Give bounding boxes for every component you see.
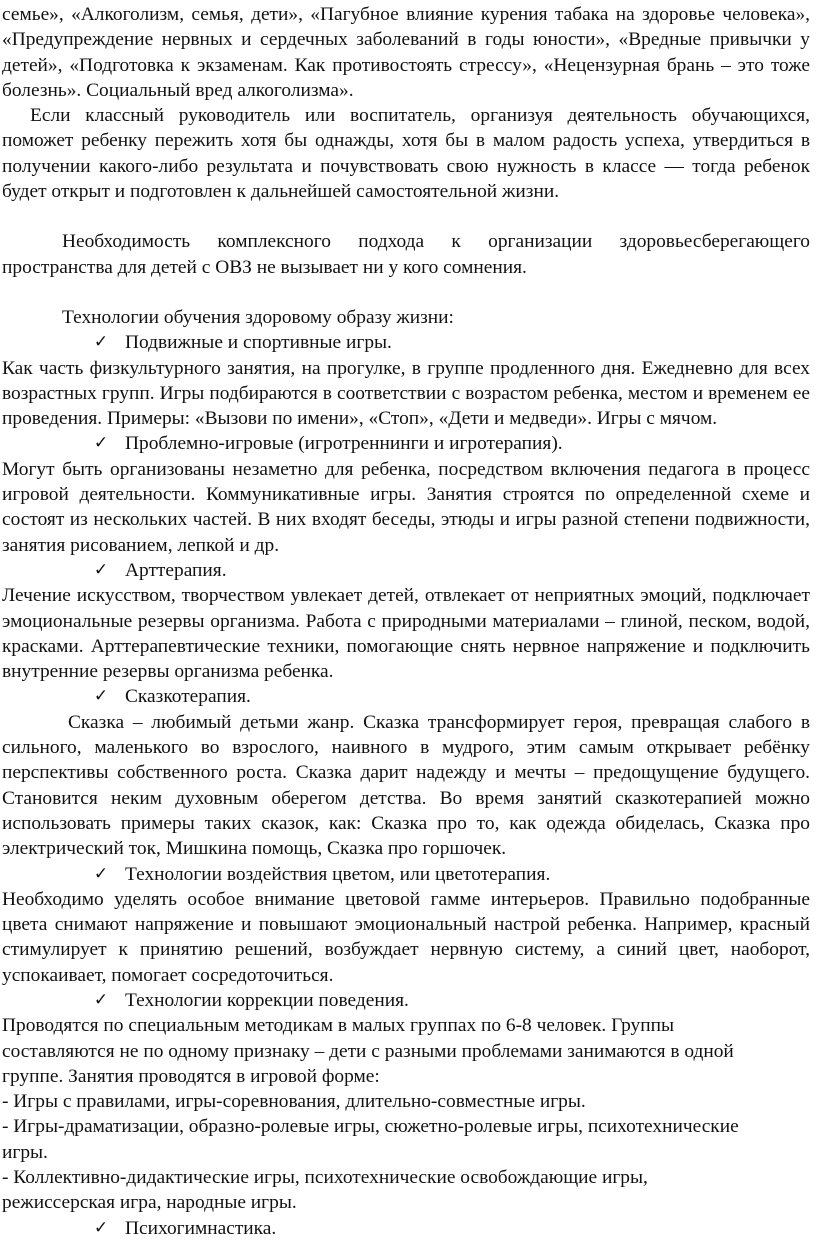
section-title-color-therapy <box>2 862 810 887</box>
section-title-text: Сказкотерапия. <box>125 686 251 708</box>
section-body-outdoor-games: Как часть физкультурного занятия, на прогулке, в группе продленного дня. Ежедневно для всех возрастных групп. Игры подбираются в соответствии с возрастом ребенка, местом и временем ее проведения. Примеры: «Вызови по имени», «Стоп», «Дети и медведи». Игры с мячом. <box>2 357 810 430</box>
checkmark-icon: ✓ <box>93 332 109 353</box>
body-line: составляются не по одному признаку – дети с разными проблемами занимаются в одной <box>2 1040 734 1062</box>
section-body-art-therapy: Лечение искусством, творчеством увлекает детей, отвлекает от неприятных эмоций, подключает эмоциональные резервы организма. Работа с природными материалами – глиной, песком, водой, красками. Арттерапевтические техники, помогающие снять нервное напряжение и подключить внутренние резервы организма ребенка. <box>2 585 810 683</box>
body-line: группе. Занятия проводятся в игровой форме: <box>2 1065 380 1087</box>
dash-list-item: - Игры с правилами, игры-соревнования, длительно-совместные игры. <box>2 1091 586 1113</box>
section-title-text: Арттерапия. <box>125 559 227 581</box>
complex-approach-paragraph: Необходимость комплексного подхода к организации здоровьесберегающего пространства для детей с ОВЗ не вызывает ни у кого сомнения. <box>2 231 810 278</box>
teacher-role-paragraph: Если классный руководитель или воспитатель, организуя деятельность обучающихся, поможет ребенку пережить хотя бы однажды, хотя бы в малом радость успеха, утвердиться в получении какого-либо результата и почувствовать свою нужность в классе — тогда ребенок будет открыт и подготовлен к дальнейшей самостоятельной жизни. <box>2 105 810 203</box>
checkmark-icon: ✓ <box>93 686 109 707</box>
intro-topics-paragraph: семье», «Алкоголизм, семья, дети», «Пагубное влияние курения табака на здоровье человека», «Предупреждение нервных и сердечных заболеваний в годы юности», «Вредные привычки у детей», «Подготовка к экзаменам. Как противостоять стрессу», «Нецензурная брань – это тоже болезнь». Социальный вред алкоголизма». <box>2 4 810 101</box>
section-title-text: Технологии коррекции поведения. <box>125 989 409 1011</box>
body-line: Проводятся по специальным методикам в малых группах по 6-8 человек. Группы <box>2 1015 675 1037</box>
dash-list-item: - Коллективно-дидактические игры, психотехнические освобождающие игры, <box>2 1167 648 1189</box>
dash-list-item-continuation: игры. <box>2 1141 48 1163</box>
section-body-problem-games: Могут быть организованы незаметно для ребенка, посредством включения педагога в процесс игровой деятельности. Коммуникативные игры. Занятия строятся по определенной схеме и состоят из нескольких частей. В них входят беседы, этюды и игры разной степени подвижности, занятия рисованием, лепкой и др. <box>2 458 810 556</box>
dash-list-item: - Игры-драматизации, образно-ролевые игры, сюжетно-ролевые игры, психотехнические <box>2 1116 739 1138</box>
section-title-art-therapy <box>2 558 810 583</box>
section-title-problem-games <box>2 431 810 456</box>
checkmark-icon: ✓ <box>93 989 109 1010</box>
section-body-color-therapy: Необходимо уделять особое внимание цветовой гамме интерьеров. Правильно подобранные цвета снимают напряжение и повышают эмоциональный настрой ребенка. Например, красный стимулирует к принятию решений, возбуждает нервную систему, а синий цвет, наоборот, успокаивает, помогает сосредоточиться. <box>2 888 810 986</box>
technologies-heading: Технологии обучения здоровому образу жизни: <box>62 306 454 328</box>
checkmark-icon: ✓ <box>93 863 109 884</box>
checkmark-icon: ✓ <box>93 559 109 580</box>
section-title-text: Технологии воздействия цветом, или цветотерапия. <box>125 863 551 885</box>
section-title-psychogymnastics <box>2 1216 810 1241</box>
section-title-text: Психогимнастика. <box>125 1217 277 1239</box>
section-title-fairytale-therapy <box>2 684 810 709</box>
section-title-outdoor-games <box>2 330 810 355</box>
dash-list-item-continuation: режиссерская игра, народные игры. <box>2 1192 297 1214</box>
section-title-behavior-correction <box>2 988 810 1013</box>
blank-line <box>2 280 810 305</box>
section-body-fairytale-therapy: Сказка – любимый детьми жанр. Сказка трансформирует героя, превращая слабого в сильного, маленького во взрослого, наивного в мудрого, этим самым открывает ребёнку перспективы собственного роста. Сказка дарит надежду и мечты – предощущение будущего. Становится неким духовным оберегом детства. Во время занятий сказкотерапией можно использовать примеры таких сказок, как: Сказка про то, как одежда обиделась, Сказка про электрический ток, Мишкина помощь, Сказка про горшочек. <box>2 711 810 860</box>
checkmark-icon: ✓ <box>93 1217 109 1238</box>
blank-line <box>2 204 810 229</box>
section-title-text: Подвижные и спортивные игры. <box>125 332 392 354</box>
section-title-text: Проблемно-игровые (игротреннинги и игротерапия). <box>125 433 563 455</box>
checkmark-icon: ✓ <box>93 433 109 454</box>
